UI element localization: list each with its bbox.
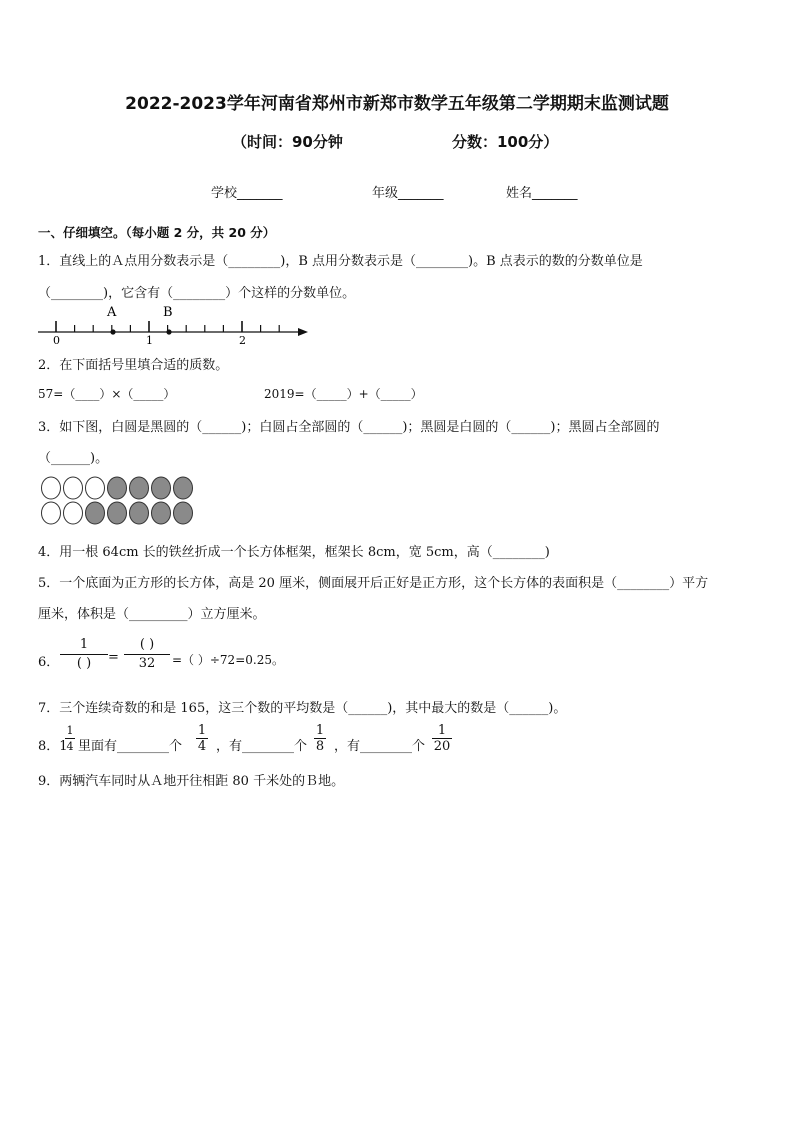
question-8-text-2: ，有________个 xyxy=(216,739,308,754)
number-line xyxy=(36,302,316,346)
white-circle xyxy=(64,502,83,524)
tick-label-0: 0 xyxy=(53,334,60,346)
question-6-fraction-1 xyxy=(60,637,108,672)
question-8-fraction-2: 1 8 xyxy=(315,723,325,754)
black-circle xyxy=(174,502,193,524)
fraction-numerator: ( ) xyxy=(139,637,155,652)
black-circle xyxy=(130,477,149,499)
question-1-line-1: 1．直线上的Ａ点用分数表示是（________)，B 点用分数表示是（________)。B 点表示的数的分数单位是 xyxy=(38,254,643,269)
question-2-equation-2: 2019=（_____）+（_____） xyxy=(264,387,423,401)
white-circle xyxy=(86,477,105,499)
black-circle xyxy=(108,502,127,524)
tick-label-1: 1 xyxy=(146,334,153,346)
question-8-fraction-3: 1 20 xyxy=(433,723,451,754)
equals-sign: = xyxy=(108,650,119,665)
question-6-label: 6． xyxy=(38,655,60,670)
question-9-line-1: 9．两辆汽车同时从Ａ地开往相距 80 千米处的Ｂ地。 xyxy=(38,774,345,789)
question-6-rest: =（ ）÷72=0.25。 xyxy=(172,653,284,667)
page-title: 2022-2023学年河南省郑州市新郑市数学五年级第二学期期末监测试题 xyxy=(125,94,669,114)
fraction-denominator: 32 xyxy=(138,656,156,671)
question-8-text-1: 里面有________个 xyxy=(78,739,183,754)
point-b-dot xyxy=(166,329,171,334)
grade-field: 年级_______ xyxy=(372,186,444,201)
black-circle xyxy=(174,477,193,499)
section-title: 一、仔细填空。（每小题 2 分，共 20 分） xyxy=(38,225,276,240)
question-6-fraction-2 xyxy=(124,637,170,672)
white-circle xyxy=(42,477,61,499)
black-circle xyxy=(108,477,127,499)
question-8-label: 8．1 xyxy=(38,739,68,754)
circle-figure xyxy=(38,476,198,528)
black-circle xyxy=(152,477,171,499)
question-8-fraction-1: 1 4 xyxy=(197,723,207,754)
tick-label-2: 2 xyxy=(239,334,246,346)
question-7-line-1: 7．三个连续奇数的和是 165，这三个数的平均数是（______)，其中最大的数是（______)。 xyxy=(38,701,567,716)
point-a-dot xyxy=(110,329,115,334)
black-circle xyxy=(130,502,149,524)
black-circle xyxy=(152,502,171,524)
question-5-line-2: 厘米，体积是（_________）立方厘米。 xyxy=(38,607,266,622)
question-3-line-1: 3．如下图，白圆是黑圆的（______)；白圆占全部圆的（______)；黑圆是白圆的（______)；黑圆占全部圆的 xyxy=(38,420,660,435)
school-field: 学校_______ xyxy=(211,186,283,201)
white-circle xyxy=(64,477,83,499)
question-4-line-1: 4．用一根 64cm 长的铁丝折成一个长方体框架，框架长 8cm，宽 5cm，高（________) xyxy=(38,545,550,560)
white-circle xyxy=(42,502,61,524)
circle-rows xyxy=(42,477,193,524)
question-2-equation-1: 57=（____）×（_____） xyxy=(38,387,176,401)
question-3-line-2: （______)。 xyxy=(38,451,109,466)
name-field: 姓名_______ xyxy=(506,186,578,201)
exam-score: 分数：100分） xyxy=(452,133,559,151)
number-line-arrow xyxy=(298,328,308,336)
question-8-mixed-fraction: 1 4 xyxy=(66,724,74,753)
black-circle xyxy=(86,502,105,524)
fraction-numerator: 1 xyxy=(79,637,89,652)
question-8-text-3: ，有________个 xyxy=(334,739,426,754)
point-a-label: A xyxy=(107,305,117,320)
point-b-label: B xyxy=(163,305,173,320)
question-2-line-1: 2．在下面括号里填合适的质数。 xyxy=(38,358,229,373)
question-5-line-1: 5．一个底面为正方形的长方体，高是 20 厘米，侧面展开后正好是正方形，这个长方体的表面积是（________）平方 xyxy=(38,576,709,591)
question-1-line-2: （________)，它含有（________）个这样的分数单位。 xyxy=(38,286,356,301)
exam-time: （时间：90分钟 xyxy=(232,133,343,151)
fraction-denominator: ( ) xyxy=(76,656,92,671)
